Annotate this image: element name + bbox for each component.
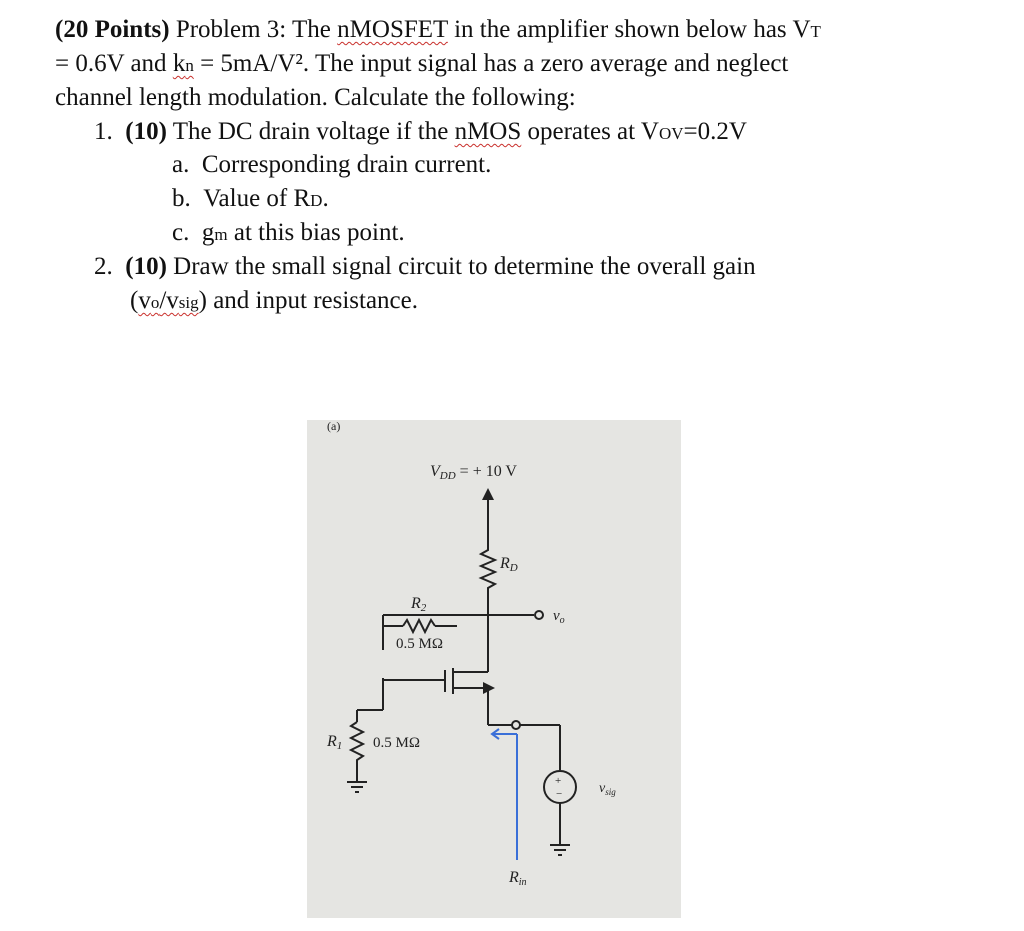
q2-paren-open: ( bbox=[130, 287, 139, 314]
q1-tail: operates at V bbox=[521, 118, 659, 145]
qc-text: at this bias point. bbox=[227, 219, 405, 246]
rd-subscript: D bbox=[310, 191, 323, 210]
problem-line-3: channel length modulation. Calculate the following: bbox=[55, 84, 576, 111]
qa-label: a. bbox=[172, 151, 190, 178]
qb-text: Value of R bbox=[203, 185, 311, 212]
r2-label: R2 bbox=[411, 595, 427, 614]
rin-marker bbox=[492, 729, 517, 860]
q1-text: The DC drain voltage if the bbox=[166, 118, 455, 145]
q1-number: 1. bbox=[94, 118, 113, 145]
input-terminal bbox=[512, 721, 520, 729]
vdd-arrow bbox=[482, 488, 494, 500]
qc-label: c. bbox=[172, 219, 190, 246]
line1-text: Problem 3: The bbox=[169, 16, 338, 43]
q2-points: (10) bbox=[125, 253, 167, 280]
problem-line-2 bbox=[55, 48, 788, 81]
r1-resistor bbox=[351, 722, 363, 782]
vt-subscript: T bbox=[810, 22, 821, 41]
question-1c bbox=[172, 217, 405, 250]
q1-nmos-word: nMOS bbox=[454, 118, 522, 145]
line2-tail: = 5mA/V². The input signal has a zero average and neglect bbox=[193, 50, 789, 77]
question-1 bbox=[94, 116, 747, 149]
q2-text: Draw the small signal circuit to determine the overall gain bbox=[166, 253, 756, 280]
qb-end: . bbox=[322, 185, 329, 212]
vsig-label: $v_{sig}$ bbox=[599, 781, 616, 797]
vsig-v: v bbox=[166, 287, 179, 314]
gm-subscript: m bbox=[214, 225, 228, 244]
vo-v: v bbox=[138, 287, 151, 314]
rd-label: RD bbox=[500, 555, 518, 574]
nmosfet-word: nMOSFET bbox=[337, 16, 448, 43]
r1-value: 0.5 MΩ bbox=[373, 735, 420, 751]
kn-symbol bbox=[173, 50, 194, 77]
line2-start: = 0.6V and bbox=[55, 50, 173, 77]
question-2-line-2 bbox=[130, 285, 418, 318]
gain-slash: / bbox=[159, 287, 167, 314]
corner-label: (a) bbox=[327, 420, 341, 433]
vsig-minus: − bbox=[556, 788, 563, 800]
vo-terminal bbox=[535, 611, 543, 619]
question-1b bbox=[172, 183, 329, 216]
vsig-plus: + bbox=[555, 775, 562, 787]
gain-expression bbox=[138, 287, 198, 314]
r2-resistor bbox=[403, 620, 435, 632]
vo-label: $v_o$ bbox=[553, 608, 565, 626]
rin-label: Rin bbox=[509, 869, 527, 888]
qa-text: Corresponding drain current. bbox=[201, 151, 492, 178]
rd-resistor bbox=[481, 545, 495, 615]
vsig-subscript: sig bbox=[178, 293, 199, 312]
vdd-label: VDD = + 10 V bbox=[430, 463, 517, 482]
circuit-diagram bbox=[307, 420, 681, 918]
line1-tail: in the amplifier shown below has V bbox=[447, 16, 811, 43]
q1-points: (10) bbox=[125, 118, 167, 145]
question-2 bbox=[94, 251, 756, 282]
q2-paren-close: ) bbox=[198, 287, 207, 314]
vov-subscript: OV bbox=[658, 124, 684, 143]
kn-subscript: n bbox=[185, 56, 194, 75]
q2-number: 2. bbox=[94, 253, 113, 280]
question-1a bbox=[172, 149, 491, 180]
qb-label: b. bbox=[172, 185, 191, 212]
circuit-photo bbox=[307, 420, 681, 918]
q1-end: =0.2V bbox=[683, 118, 747, 145]
q2-tail: and input resistance. bbox=[206, 287, 419, 314]
problem-heading-line bbox=[55, 14, 821, 47]
gm-g: g bbox=[201, 219, 215, 246]
vo-subscript: o bbox=[150, 293, 160, 312]
points-label: (20 Points) bbox=[55, 16, 170, 43]
kn-k: k bbox=[172, 50, 186, 77]
r1-label: R1 bbox=[327, 733, 343, 752]
r2-value: 0.5 MΩ bbox=[396, 636, 443, 652]
